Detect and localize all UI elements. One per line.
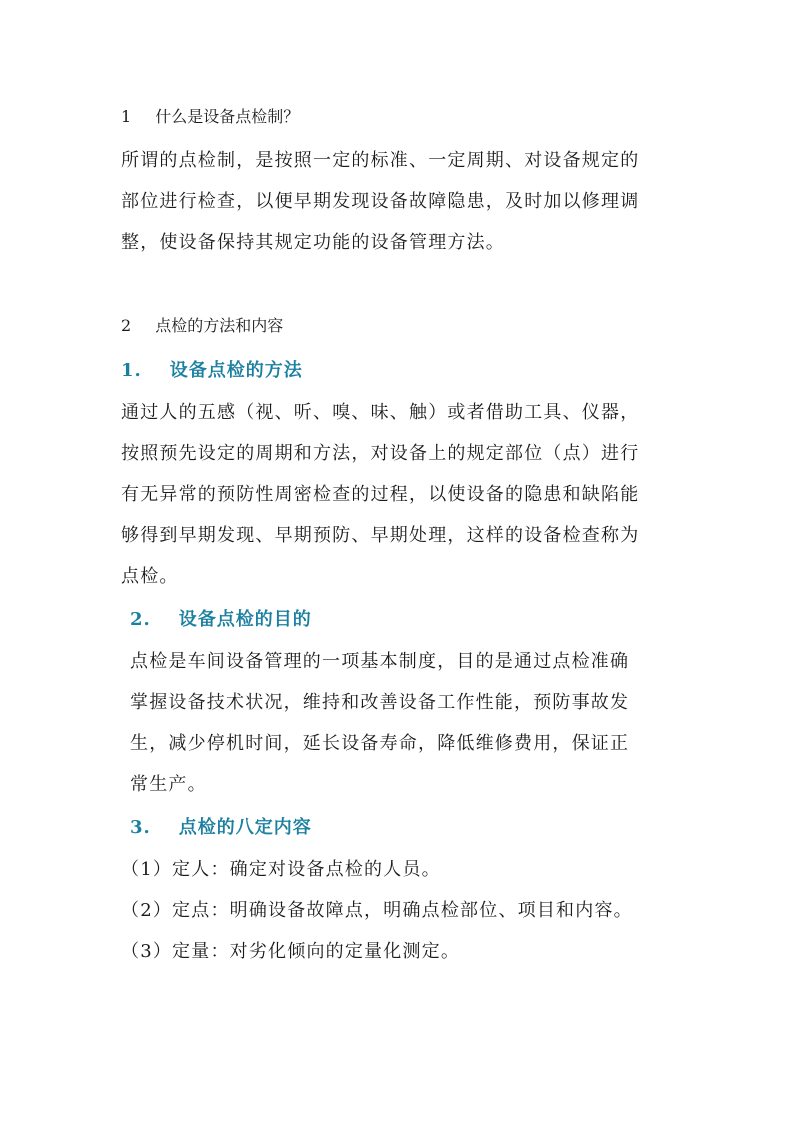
subsection-2-paragraph-line: 常生产。 [130,774,207,795]
section-1-title: 什么是设备点检制？ [155,107,300,126]
section-2-title: 点检的方法和内容 [155,316,284,335]
subsection-3-heading [130,813,312,839]
section-2-heading [121,313,283,336]
subsection-2-title: 设备点检的目的 [178,609,312,630]
subsection-3-list-item: （2）定点：明确设备故障点，明确点检部位、项目和内容。 [121,900,633,921]
subsection-2-heading [130,605,312,631]
section-1-number: 1 [121,107,132,126]
subsection-1-paragraph-line: 点检。 [121,566,179,587]
subsection-3-list-item: （1）定人：确定对设备点检的人员。 [121,859,441,880]
subsection-1-paragraph-line: 通过人的五感（视、听、嗅、味、触）或者借助工具、仪器， [121,402,640,423]
section-2-number: 2 [121,316,132,335]
subsection-1-number: 1. [121,360,142,381]
subsection-2-paragraph-line: 点检是车间设备管理的一项基本制度，目的是通过点检准确 [130,651,630,672]
section-1-paragraph-line: 整，使设备保持其规定功能的设备管理方法。 [121,232,505,253]
subsection-1-paragraph-line: 够得到早期发现、早期预防、早期处理，这样的设备检查称为 [121,525,640,546]
subsection-2-number: 2. [130,609,151,630]
section-1-paragraph-line: 所谓的点检制，是按照一定的标准、一定周期、对设备规定的 [121,150,640,171]
subsection-2-paragraph-line: 掌握设备技术状况，维持和改善设备工作性能，预防事故发 [130,692,630,713]
subsection-1-title: 设备点检的方法 [169,360,303,381]
subsection-1-heading [121,356,303,382]
subsection-3-list-item: （3）定量：对劣化倾向的定量化测定。 [121,941,461,962]
subsection-3-number: 3. [130,817,151,838]
section-1-heading [121,104,299,127]
section-1-paragraph-line: 部位进行检查，以便早期发现设备故障隐患，及时加以修理调 [121,191,640,212]
subsection-1-paragraph-line: 按照预先设定的周期和方法，对设备上的规定部位（点）进行 [121,443,640,464]
subsection-2-paragraph-line: 生，减少停机时间，延长设备寿命，降低维修费用，保证正 [130,733,630,754]
subsection-1-paragraph-line: 有无异常的预防性周密检查的过程，以使设备的隐患和缺陷能 [121,484,640,505]
subsection-3-title: 点检的八定内容 [178,817,312,838]
